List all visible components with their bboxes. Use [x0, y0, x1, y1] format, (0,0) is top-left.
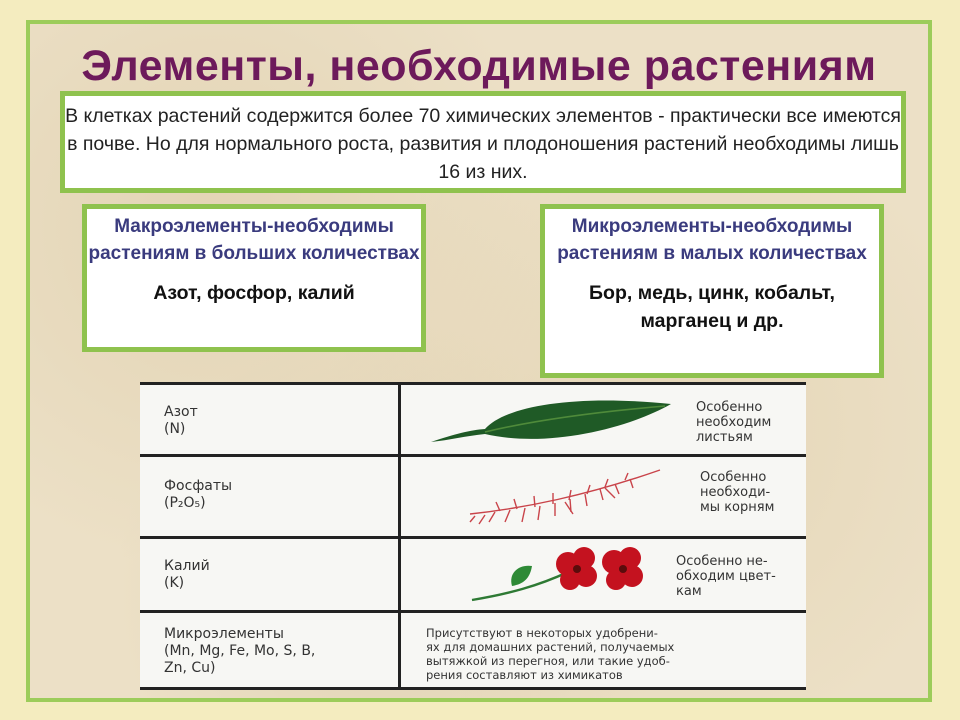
table-rule [140, 454, 806, 457]
macro-heading: Макроэлементы-необходимы растениям в больших количествах [88, 216, 420, 264]
row-name-potassium: Калий (K) [164, 558, 210, 591]
intro-box: В клетках растений содержится более 70 химических элементов - практически все имеются в почве. Но для нормального роста, развития и плодоношения растений необходимы лишь 16 из них. [60, 91, 906, 193]
table-rule [140, 382, 806, 385]
row-name-microelements: Микроэлементы (Mn, Mg, Fe, Mo, S, B, Zn, Cu) [164, 626, 316, 676]
table-divider [398, 382, 401, 690]
row-desc-nitrogen: Особенно необходим листьям [696, 400, 772, 445]
table-rule [140, 610, 806, 613]
micro-heading: Микроэлементы-необходимы растениям в малых количествах [557, 216, 867, 264]
micro-box [540, 204, 884, 378]
row-desc-phosphates: Особенно необходи- мы корням [700, 470, 775, 515]
row-desc-potassium: Особенно не- обходим цвет- кам [676, 554, 776, 599]
row-desc-microelements: Присутствуют в некоторых удобрени- ях для домашних растений, получаемых вытяжкой из перегноя, или такие удоб- рения составляют из химикатов [426, 626, 675, 682]
nutrient-table [140, 382, 806, 690]
macro-box [82, 204, 426, 352]
row-name-nitrogen: Азот (N) [164, 404, 198, 437]
root-icon [465, 466, 665, 530]
macro-list: Азот, фосфор, калий [153, 282, 355, 304]
row-name-phosphates: Фосфаты (P₂O₅) [164, 478, 233, 511]
table-rule [140, 536, 806, 539]
slide [26, 20, 932, 702]
leaf-icon [425, 396, 675, 448]
flower-icon [468, 542, 658, 608]
page-title: Элементы, необходимые растениям [81, 42, 877, 90]
table-rule [140, 687, 806, 690]
micro-list: Бор, медь, цинк, кобальт, марганец и др. [589, 282, 835, 332]
